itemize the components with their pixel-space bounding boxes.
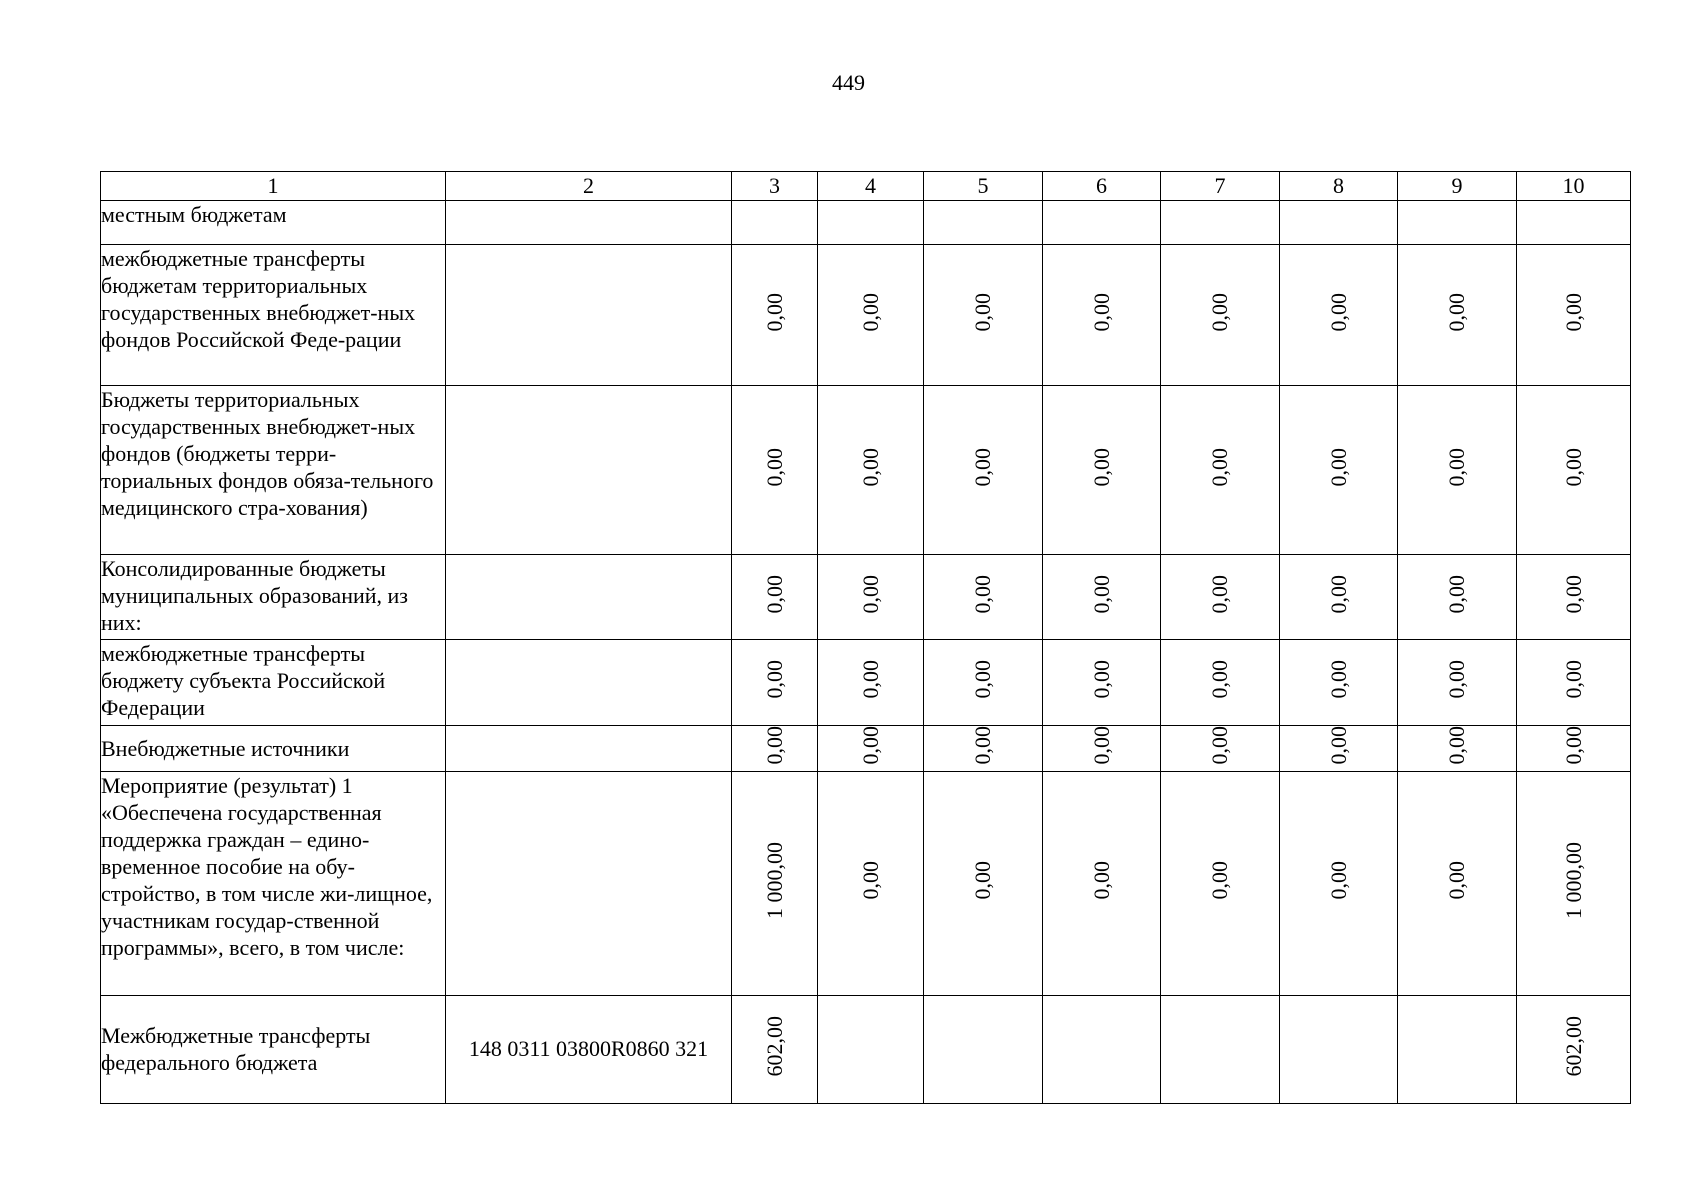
value-text: 0,00 xyxy=(970,447,995,487)
value-cell xyxy=(1280,726,1398,772)
value-text: 0,00 xyxy=(1088,660,1114,699)
value-cell xyxy=(1043,245,1161,386)
value-text: 0,00 xyxy=(1207,860,1232,900)
value-cell xyxy=(818,555,924,640)
value-cell xyxy=(818,245,924,386)
value-text: 0,00 xyxy=(970,860,995,900)
value-text: 0,00 xyxy=(970,292,995,332)
table-row xyxy=(101,386,1631,555)
value-cell xyxy=(1161,726,1280,772)
column-header: 10 xyxy=(1517,172,1631,201)
value-cell xyxy=(732,726,818,772)
value-cell xyxy=(1398,771,1517,995)
value-cell xyxy=(1161,555,1280,640)
value-text: 0,00 xyxy=(1325,860,1351,900)
value-text: 0,00 xyxy=(1207,660,1232,699)
value-text: 0,00 xyxy=(1325,660,1351,699)
value-cell xyxy=(1043,555,1161,640)
value-cell xyxy=(1398,201,1517,245)
value-text: 0,00 xyxy=(1088,726,1114,765)
value-cell xyxy=(1161,771,1280,995)
value-cell xyxy=(924,245,1043,386)
column-header: 3 xyxy=(732,172,818,201)
value-cell xyxy=(732,245,818,386)
value-text: 0,00 xyxy=(970,574,995,614)
value-text: 0,00 xyxy=(1088,447,1114,487)
value-text: 0,00 xyxy=(1560,726,1586,765)
value-cell xyxy=(1043,201,1161,245)
column-header: 5 xyxy=(924,172,1043,201)
value-text: 0,00 xyxy=(1325,574,1351,614)
value-cell xyxy=(1398,640,1517,726)
value-text: 0,00 xyxy=(857,292,883,332)
row-description: Бюджеты территориальных государственных внебюджет-ных фондов (бюджеты терри-ториальных фондов обяза-тельного медицинского стра-хования) xyxy=(101,386,446,555)
value-text: 0,00 xyxy=(761,447,787,487)
table-row xyxy=(101,771,1631,995)
value-text: 0,00 xyxy=(1444,860,1469,900)
table-header-row xyxy=(101,172,1631,201)
value-cell xyxy=(924,201,1043,245)
value-cell xyxy=(732,640,818,726)
value-text: 0,00 xyxy=(1444,574,1469,614)
value-cell xyxy=(1280,640,1398,726)
value-cell xyxy=(1398,995,1517,1103)
row-code xyxy=(446,771,732,995)
table-row xyxy=(101,995,1631,1103)
row-description: местным бюджетам xyxy=(101,201,446,245)
value-cell xyxy=(1043,640,1161,726)
value-cell xyxy=(924,555,1043,640)
value-text: 0,00 xyxy=(761,726,787,765)
value-text: 0,00 xyxy=(1088,574,1114,614)
value-cell xyxy=(1517,245,1631,386)
table-row xyxy=(101,245,1631,386)
row-description: межбюджетные трансферты бюджетам территориальных государственных внебюджет-ных фондов Российской Феде-рации xyxy=(101,245,446,386)
row-description: Внебюджетные источники xyxy=(101,726,446,772)
value-text: 0,00 xyxy=(857,660,883,699)
column-header: 4 xyxy=(818,172,924,201)
value-text: 0,00 xyxy=(1560,660,1586,699)
value-cell xyxy=(1043,726,1161,772)
row-description: межбюджетные трансферты бюджету субъекта Российской Федерации xyxy=(101,640,446,726)
value-cell xyxy=(818,995,924,1103)
value-text: 0,00 xyxy=(761,292,787,332)
value-text: 0,00 xyxy=(970,660,995,699)
value-cell xyxy=(1280,201,1398,245)
value-cell xyxy=(1517,995,1631,1103)
value-cell xyxy=(818,386,924,555)
value-cell xyxy=(818,640,924,726)
row-code xyxy=(446,201,732,245)
value-text: 1 000,00 xyxy=(761,841,787,919)
value-cell xyxy=(1398,245,1517,386)
table-row xyxy=(101,555,1631,640)
value-cell xyxy=(1280,386,1398,555)
value-cell xyxy=(1398,555,1517,640)
value-cell xyxy=(1161,201,1280,245)
value-text: 0,00 xyxy=(857,860,883,900)
value-cell xyxy=(732,771,818,995)
value-text: 0,00 xyxy=(1325,726,1351,765)
value-text: 0,00 xyxy=(857,574,883,614)
table-row xyxy=(101,726,1631,772)
value-cell xyxy=(1517,386,1631,555)
table-row xyxy=(101,201,1631,245)
value-text: 0,00 xyxy=(1207,447,1232,487)
row-description: Мероприятие (результат) 1 «Обеспечена государственная поддержка граждан – едино-временное пособие на обу-стройство, в том числе жи-лищное, участникам государ-ственной программы», всего, в том числе: xyxy=(101,771,446,995)
value-text: 0,00 xyxy=(1444,447,1469,487)
column-header: 2 xyxy=(446,172,732,201)
value-cell xyxy=(1398,386,1517,555)
row-code xyxy=(446,555,732,640)
row-description: Межбюджетные трансферты федерального бюджета xyxy=(101,995,446,1103)
row-code xyxy=(446,640,732,726)
value-cell xyxy=(1161,995,1280,1103)
value-text: 0,00 xyxy=(1207,292,1232,332)
value-text: 0,00 xyxy=(1444,292,1469,332)
value-text: 0,00 xyxy=(1560,447,1586,487)
column-header: 8 xyxy=(1280,172,1398,201)
value-cell xyxy=(1517,201,1631,245)
value-cell xyxy=(1398,726,1517,772)
table-row xyxy=(101,640,1631,726)
value-text: 602,00 xyxy=(761,1015,787,1077)
value-cell xyxy=(924,640,1043,726)
value-cell xyxy=(818,726,924,772)
value-cell xyxy=(1517,771,1631,995)
value-cell xyxy=(1161,245,1280,386)
value-text: 0,00 xyxy=(1207,726,1232,765)
column-header: 7 xyxy=(1161,172,1280,201)
row-code xyxy=(446,245,732,386)
value-text: 0,00 xyxy=(857,447,883,487)
value-cell xyxy=(1517,640,1631,726)
value-text: 0,00 xyxy=(1088,292,1114,332)
value-text: 0,00 xyxy=(761,660,787,699)
row-code xyxy=(446,386,732,555)
value-text: 0,00 xyxy=(1560,292,1586,332)
value-cell xyxy=(1161,640,1280,726)
value-cell xyxy=(1043,995,1161,1103)
value-text: 0,00 xyxy=(1325,447,1351,487)
value-cell xyxy=(1517,726,1631,772)
value-cell xyxy=(732,201,818,245)
value-text: 0,00 xyxy=(970,726,995,765)
value-cell xyxy=(1280,771,1398,995)
column-header: 9 xyxy=(1398,172,1517,201)
value-cell xyxy=(732,555,818,640)
value-cell xyxy=(1517,555,1631,640)
value-cell xyxy=(732,995,818,1103)
value-cell xyxy=(1280,245,1398,386)
value-text: 0,00 xyxy=(857,726,883,765)
value-cell xyxy=(1280,555,1398,640)
row-description: Консолидированные бюджеты муниципальных образований, из них: xyxy=(101,555,446,640)
value-cell xyxy=(1161,386,1280,555)
column-header: 1 xyxy=(101,172,446,201)
value-cell xyxy=(924,771,1043,995)
value-text: 602,00 xyxy=(1560,1015,1586,1077)
value-cell xyxy=(924,726,1043,772)
value-text: 0,00 xyxy=(1444,726,1469,765)
value-text: 1 000,00 xyxy=(1560,841,1586,919)
value-text: 0,00 xyxy=(1444,660,1469,699)
value-cell xyxy=(1043,386,1161,555)
page-number: 449 xyxy=(832,70,865,95)
budget-table xyxy=(100,171,1631,1104)
value-cell xyxy=(924,995,1043,1103)
value-text: 0,00 xyxy=(1325,292,1351,332)
value-cell xyxy=(732,386,818,555)
column-header: 6 xyxy=(1043,172,1161,201)
row-code xyxy=(446,726,732,772)
value-cell xyxy=(924,386,1043,555)
value-cell xyxy=(818,771,924,995)
value-text: 0,00 xyxy=(761,574,787,614)
value-cell xyxy=(818,201,924,245)
value-text: 0,00 xyxy=(1088,860,1114,900)
value-text: 0,00 xyxy=(1560,574,1586,614)
value-cell xyxy=(1280,995,1398,1103)
value-cell xyxy=(1043,771,1161,995)
row-code: 148 0311 03800R0860 321 xyxy=(446,995,732,1103)
value-text: 0,00 xyxy=(1207,574,1232,614)
